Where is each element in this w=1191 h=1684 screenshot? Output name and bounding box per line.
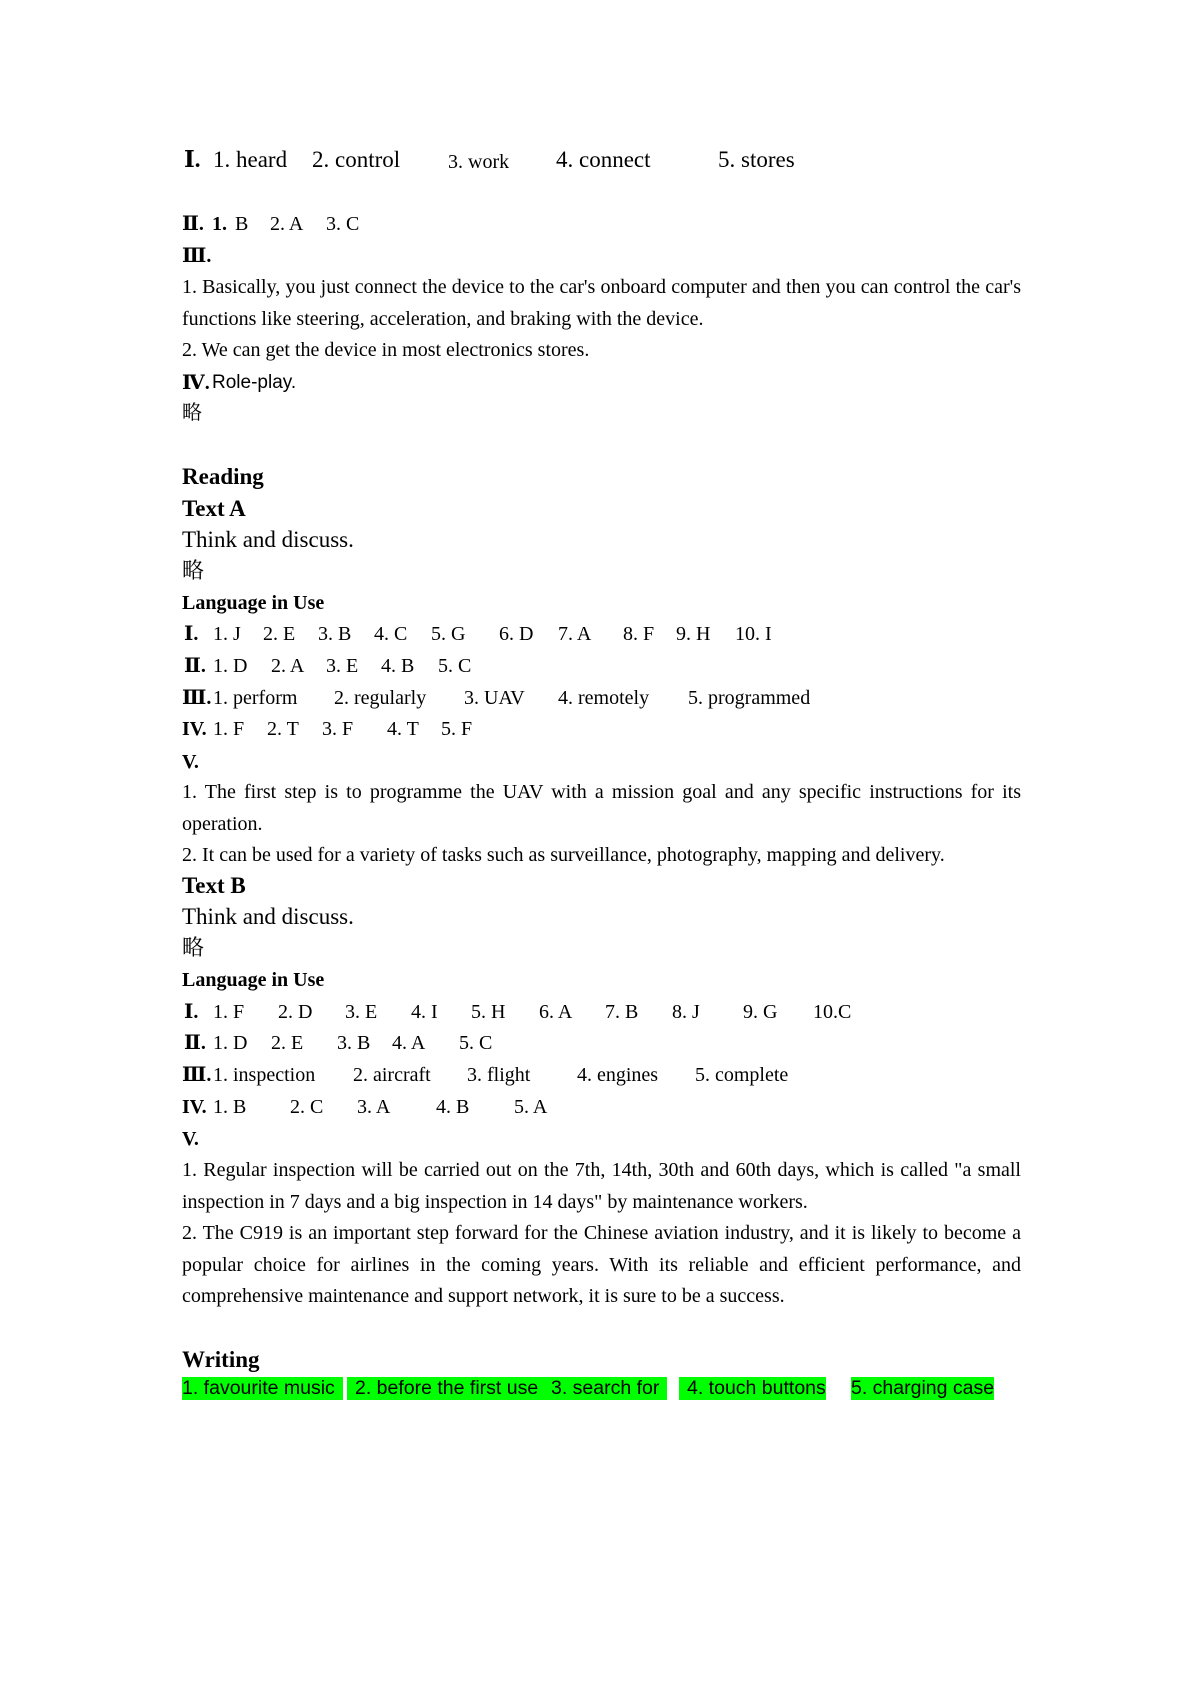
answer-item: 8. F <box>623 623 655 645</box>
answer-item: 2. E <box>263 623 296 645</box>
answer-item: 4. remotely <box>558 687 650 709</box>
highlighted-answer: 5. charging case <box>851 1377 995 1399</box>
answer-item: 3. UAV <box>464 687 525 709</box>
answer-item: 2. C <box>290 1096 324 1118</box>
answer-paragraph: 2. We can get the device in most electronics stores. <box>182 339 590 361</box>
answer-item: 7. B <box>605 1001 639 1023</box>
answer-item: 3. B <box>318 623 352 645</box>
roman-numeral: Ⅰ. <box>184 623 199 645</box>
highlighted-answer: 4. touch buttons <box>679 1377 826 1400</box>
answer-item: 8. J <box>672 1001 700 1023</box>
roman-numeral: Ⅱ. <box>184 1032 206 1054</box>
roman-numeral: IV. <box>182 1096 207 1118</box>
answer-item: 9. H <box>676 623 711 645</box>
answer-item: 5. stores <box>718 147 795 172</box>
roman-numeral: Ⅰ. <box>184 147 201 172</box>
answer-item: 10. I <box>735 623 772 645</box>
roman-numeral: Ⅲ. <box>182 245 212 267</box>
roman-numeral: V. <box>182 1128 199 1150</box>
answer-paragraph: 2. The C919 is an important step forward for the Chinese aviation industry, and it is likely to become a popular choice for airlines in the coming years. With its reliable and efficient performance, and comprehensive maintenance and support network, it is sure to be a success. <box>182 1222 1021 1307</box>
answer-item: 2. E <box>271 1032 304 1054</box>
answer-item: 4. connect <box>556 147 651 172</box>
answer-item: 3. C <box>326 213 360 235</box>
answer-item: 3. A <box>357 1096 391 1118</box>
section-heading-writing: Writing <box>182 1347 260 1372</box>
roman-numeral: Ⅱ. <box>182 213 204 235</box>
answer-item: 3. E <box>345 1001 378 1023</box>
roman-numeral: Ⅳ. <box>182 372 210 394</box>
answer-item: 4. B <box>436 1096 470 1118</box>
answer-item: 2. A <box>270 213 304 235</box>
answer-item: 1. heard <box>213 147 288 172</box>
omitted-answer: 略 <box>182 558 205 583</box>
answer-item: 2. regularly <box>334 687 427 709</box>
roman-numeral: Ⅲ. <box>182 687 212 709</box>
answer-item: 9. G <box>743 1001 778 1023</box>
answer-paragraph: 1. The first step is to programme the UAV with a mission goal and any specific instructions for its operation. <box>182 781 1021 835</box>
answer-item: 10.C <box>813 1001 852 1023</box>
answer-item: 5. F <box>441 718 473 740</box>
answer-item: 2. aircraft <box>353 1064 431 1086</box>
text-a-section-5-answers <box>182 777 1021 872</box>
highlighted-answer: 2. before the first use <box>347 1377 546 1400</box>
answer-item: 5. H <box>471 1001 506 1023</box>
answer-item: 1. B <box>213 1096 247 1118</box>
text-b-section-5-answers <box>182 1155 1021 1313</box>
answer-item: 3. F <box>322 718 354 740</box>
answer-item: 6. A <box>539 1001 573 1023</box>
answer-item: 1. J <box>213 623 241 645</box>
answer-item: 2. control <box>312 147 401 172</box>
answer-item: 1. F <box>213 718 245 740</box>
answer-item: 4. I <box>411 1001 438 1023</box>
answer-item: 3. flight <box>467 1064 531 1086</box>
think-and-discuss: Think and discuss. <box>182 527 354 552</box>
roman-numeral: IV. <box>182 718 207 740</box>
answer-item: 5. C <box>438 655 472 677</box>
answer-item: 4. B <box>381 655 415 677</box>
roman-numeral: Ⅰ. <box>184 1001 199 1023</box>
answer-item: 3. work <box>448 151 510 173</box>
answer-item: 5. G <box>431 623 466 645</box>
highlighted-answer: 1. favourite music <box>182 1377 343 1400</box>
answer-item: 4. engines <box>577 1064 659 1086</box>
answer-item: 4. C <box>374 623 408 645</box>
answer-item: 1. perform <box>213 687 298 709</box>
think-and-discuss: Think and discuss. <box>182 904 354 929</box>
answer-item: 1. D <box>213 1032 248 1054</box>
answer-item: 5. programmed <box>688 687 811 709</box>
omitted-answer: 略 <box>182 402 202 424</box>
text-b-title: Text B <box>182 873 246 898</box>
answer-item: 1. <box>212 213 227 235</box>
answer-item: 4. T <box>387 718 419 740</box>
answer-item: 5. C <box>459 1032 493 1054</box>
answer-paragraph: 2. It can be used for a variety of tasks such as surveillance, photography, mapping and delivery. <box>182 844 945 866</box>
listening-section-3-answers <box>182 272 1021 367</box>
text-a-title: Text A <box>182 496 246 521</box>
answer-item: 5. complete <box>695 1064 789 1086</box>
answer-item: 6. D <box>499 623 534 645</box>
roman-numeral: Ⅱ. <box>184 655 206 677</box>
answer-item: 5. A <box>514 1096 548 1118</box>
roman-numeral: V. <box>182 751 199 773</box>
answer-item: 2. A <box>271 655 305 677</box>
answer-item: 2. D <box>278 1001 313 1023</box>
answer-item: 3. B <box>337 1032 371 1054</box>
answer-paragraph: 1. Basically, you just connect the device to the car's onboard computer and then you can control the car's functions like steering, acceleration, and braking with the device. <box>182 276 1021 330</box>
language-in-use-heading: Language in Use <box>182 969 325 991</box>
role-play-label: Role-play. <box>212 372 297 393</box>
roman-numeral: Ⅲ. <box>182 1064 212 1086</box>
answer-item: B <box>235 213 249 235</box>
answer-item: 3. E <box>326 655 359 677</box>
omitted-answer: 略 <box>182 935 205 960</box>
answer-item: 2. T <box>267 718 299 740</box>
answer-paragraph: 1. Regular inspection will be carried out on the 7th, 14th, 30th and 60th days, which is called "a small inspection in 7 days and a big inspection in 14 days" by maintenance workers. <box>182 1159 1021 1213</box>
answer-item: 1. D <box>213 655 248 677</box>
answer-item: 4. A <box>392 1032 426 1054</box>
answer-item: 1. inspection <box>213 1064 316 1086</box>
language-in-use-heading: Language in Use <box>182 592 325 614</box>
answer-item: 1. F <box>213 1001 245 1023</box>
highlighted-answer: 3. search for <box>543 1377 667 1400</box>
section-heading-reading: Reading <box>182 464 264 489</box>
answer-item: 7. A <box>558 623 592 645</box>
